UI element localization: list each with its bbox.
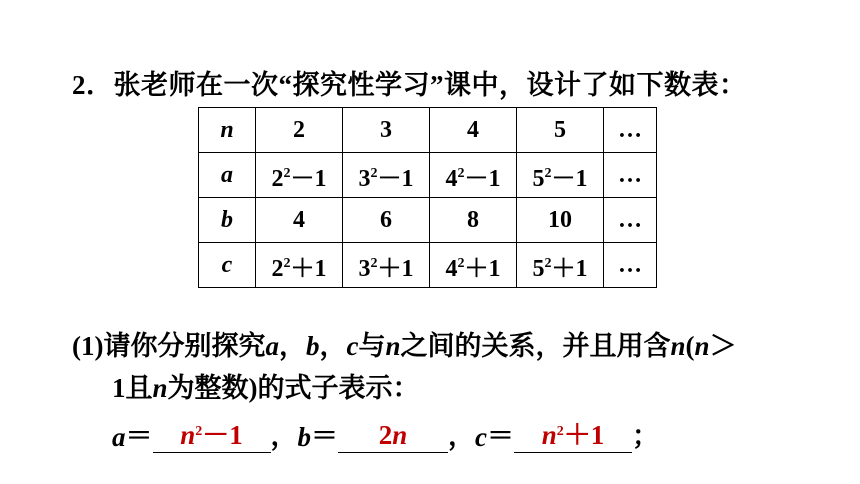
table-cell	[256, 153, 343, 198]
cell-exponent: 2	[457, 165, 465, 181]
table-cell	[343, 153, 430, 198]
condition-rest: 为整数)的式子表示：	[167, 373, 420, 403]
ellipsis-cell: …	[604, 198, 657, 243]
var-c: c	[346, 331, 359, 361]
answer-b-coef: 2	[378, 420, 393, 450]
cell-base: 4	[445, 165, 458, 192]
question-number: 2．	[72, 70, 114, 100]
table-cell	[430, 153, 517, 198]
table-cell	[343, 108, 430, 153]
table-cell	[517, 153, 604, 198]
row-label: b	[199, 198, 256, 243]
table-row-b	[199, 198, 657, 243]
cell-tail: －1	[290, 165, 327, 192]
answer-c-value	[542, 420, 605, 450]
answer-a-var: n	[180, 420, 196, 450]
row-label: c	[199, 243, 256, 288]
var-n: n	[152, 373, 168, 403]
table-row-c	[199, 243, 657, 288]
cell-base: 3	[358, 165, 371, 192]
table-cell	[430, 108, 517, 153]
question-stem	[72, 63, 747, 102]
answer-c-var: n	[541, 420, 557, 450]
table-cell	[343, 198, 430, 243]
table-row-a	[199, 153, 657, 198]
row-label: a	[199, 153, 256, 198]
table-cell	[517, 198, 604, 243]
cell-tail: ＋1	[377, 255, 414, 282]
answer-a-exponent: 2	[195, 424, 203, 439]
answer-c-tail: ＋1	[563, 420, 605, 450]
sep: ，	[278, 331, 306, 361]
cell-tail: ＋1	[551, 255, 588, 282]
connector: 与	[358, 331, 386, 361]
table-cell	[343, 243, 430, 288]
var-a: a	[265, 331, 279, 361]
ellipsis-cell: …	[604, 108, 657, 153]
var-n: n	[670, 331, 686, 361]
row-label: n	[199, 108, 256, 153]
cell-base: 2	[271, 255, 284, 282]
sep: ，	[319, 331, 347, 361]
cell-base: 8	[467, 206, 479, 233]
cell-exponent: 2	[370, 165, 378, 181]
answer-a-label: a	[112, 422, 126, 452]
answer-b-value	[379, 420, 408, 450]
equals-sign: ＝	[125, 421, 153, 451]
ellipsis-cell: …	[604, 153, 657, 198]
cell-base: 6	[380, 206, 392, 233]
greater-than: ＞	[709, 331, 737, 361]
cell-exponent: 2	[457, 255, 465, 271]
table-cell	[430, 243, 517, 288]
cell-base: 3	[380, 116, 392, 143]
cell-base: 10	[548, 206, 572, 233]
var-n: n	[385, 331, 401, 361]
number-table	[198, 107, 657, 288]
table-cell	[256, 243, 343, 288]
cell-base: 4	[467, 116, 479, 143]
answer-line	[112, 414, 659, 453]
part1-prompt-line1	[72, 324, 737, 363]
cell-base: 4	[445, 255, 458, 282]
answer-b-var: n	[392, 420, 408, 450]
end-punct: ；	[631, 421, 659, 451]
cell-tail: －1	[377, 165, 414, 192]
table-cell	[256, 198, 343, 243]
cell-tail: ＋1	[464, 255, 501, 282]
table-cell	[430, 198, 517, 243]
sep: ，	[448, 421, 475, 451]
table-cell	[517, 108, 604, 153]
table-cell	[256, 108, 343, 153]
answer-c-exponent: 2	[556, 424, 564, 439]
part1-rest: 之间的关系，并且用含	[400, 331, 671, 361]
cell-tail: －1	[464, 165, 501, 192]
sep: ，	[270, 421, 298, 451]
table-cell	[517, 243, 604, 288]
cell-exponent: 2	[283, 255, 291, 271]
table-row-n	[199, 108, 657, 153]
answer-a-tail: －1	[202, 420, 243, 450]
cell-exponent: 2	[283, 165, 291, 181]
var-n: n	[694, 331, 710, 361]
cell-exponent: 2	[544, 255, 552, 271]
part1-prompt-line2	[112, 366, 420, 405]
cell-base: 2	[293, 116, 305, 143]
question-text: 张老师在一次“探究性学习”课中，设计了如下数表：	[113, 70, 747, 100]
cell-base: 5	[554, 116, 566, 143]
cell-base: 2	[271, 165, 284, 192]
cell-base: 3	[358, 255, 371, 282]
cell-exponent: 2	[370, 255, 378, 271]
paren: (	[685, 331, 695, 361]
ellipsis-cell: …	[604, 243, 657, 288]
cell-tail: ＋1	[290, 255, 327, 282]
var-b: b	[305, 331, 320, 361]
cell-base: 5	[532, 255, 545, 282]
answer-c-blank[interactable]	[514, 420, 632, 453]
condition-start: 1且	[112, 373, 153, 403]
cell-base: 5	[532, 165, 545, 192]
answer-b-label: b	[297, 422, 311, 452]
cell-exponent: 2	[544, 165, 552, 181]
part1-prefix: (1)请你分别探究	[72, 331, 266, 361]
equals-sign: ＝	[311, 421, 338, 451]
answer-c-label: c	[475, 422, 487, 452]
cell-base: 4	[293, 206, 305, 233]
answer-b-blank[interactable]	[338, 420, 448, 453]
answer-a-blank[interactable]	[153, 420, 271, 453]
equals-sign: ＝	[486, 421, 514, 451]
cell-tail: －1	[551, 165, 588, 192]
answer-a-value	[180, 420, 243, 450]
